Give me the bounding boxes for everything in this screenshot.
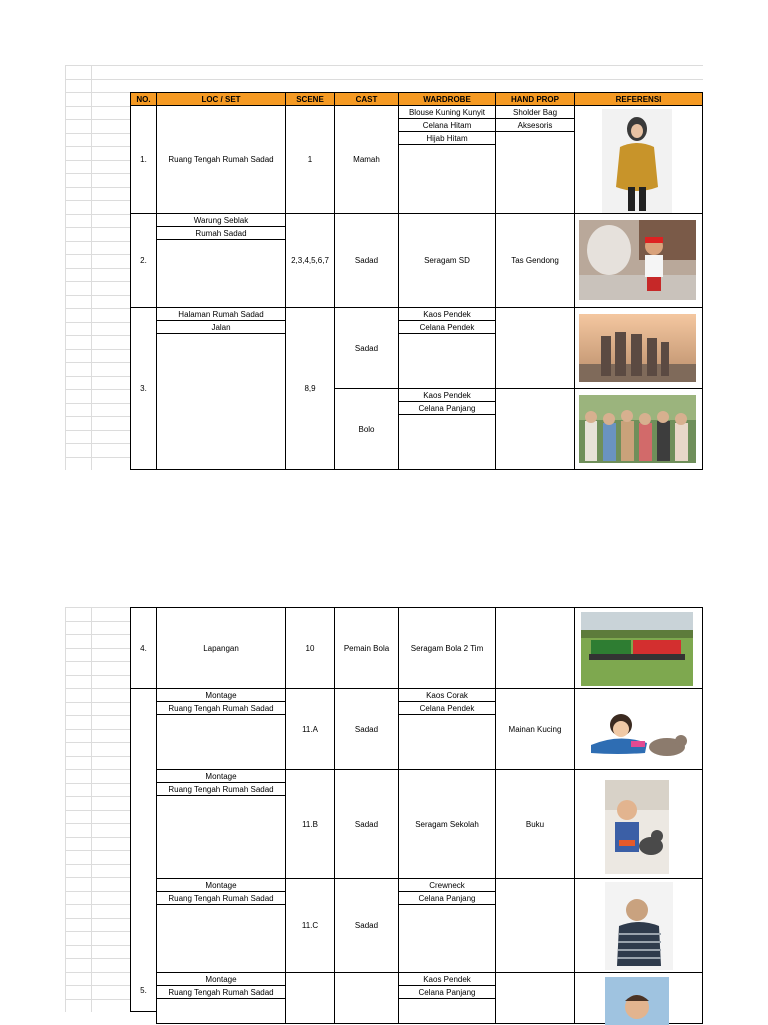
row5b-prop: Buku — [495, 769, 575, 879]
row4-scene: 10 — [285, 607, 335, 689]
row2-prop: Tas Gendong — [495, 213, 575, 308]
row5c-scene: 11.C — [285, 878, 335, 973]
row2-referensi — [574, 213, 703, 308]
row5d-wardrobe-1: Kaos Pendek — [398, 972, 496, 986]
gridline — [91, 607, 92, 1012]
header-no: NO. — [130, 92, 157, 106]
row5c-wardrobe-2: Celana Panjang — [398, 891, 496, 905]
row5b-wardrobe: Seragam Sekolah — [398, 769, 496, 879]
row3-referensi-b — [574, 388, 703, 470]
header-wardrobe: WARDROBE — [398, 92, 496, 106]
row1-wardrobe-3: Hijab Hitam — [398, 131, 496, 145]
row5b-cast: Sadad — [334, 769, 399, 879]
family-group-photo — [579, 395, 696, 463]
row1-cast: Mamah — [334, 105, 399, 214]
row3-wardrobe-b-2: Celana Panjang — [398, 401, 496, 415]
boy-playing-cat-photo — [579, 695, 696, 765]
row5b-loc-1: Montage — [156, 769, 286, 783]
row3-no: 3. — [130, 307, 157, 470]
row5-no: 5. — [130, 688, 157, 1012]
football-teams-photo — [581, 612, 693, 686]
row5d-loc-1: Montage — [156, 972, 286, 986]
row5a-wardrobe-1: Kaos Corak — [398, 688, 496, 702]
row3-scene: 8,9 — [285, 307, 335, 470]
row5c-cast: Sadad — [334, 878, 399, 973]
row5a-loc-1: Montage — [156, 688, 286, 702]
row5d-referensi — [574, 972, 703, 1024]
row3-prop-a — [495, 307, 575, 389]
gridline — [65, 79, 703, 80]
row5d-prop — [495, 972, 575, 1024]
row3-loc-1: Halaman Rumah Sadad — [156, 307, 286, 321]
row3-wardrobe-b-1: Kaos Pendek — [398, 388, 496, 402]
row1-referensi — [574, 105, 703, 214]
row5a-scene: 11.A — [285, 688, 335, 770]
row4-cast: Pemain Bola — [334, 607, 399, 689]
gridline — [91, 65, 92, 470]
schoolboy-uniform-photo — [579, 220, 696, 300]
row5c-referensi — [574, 878, 703, 973]
row3-cast-b: Bolo — [334, 388, 399, 470]
row5b-loc-2: Ruang Tengah Rumah Sadad — [156, 782, 286, 796]
child-with-cat-photo — [605, 780, 669, 874]
row2-no: 2. — [130, 213, 157, 308]
row1-wardrobe-2: Celana Hitam — [398, 118, 496, 132]
woman-mustard-blouse-hijab-photo — [602, 109, 672, 213]
row5b-scene: 11.B — [285, 769, 335, 879]
row5c-loc-2: Ruang Tengah Rumah Sadad — [156, 891, 286, 905]
row1-prop-1: Sholder Bag — [495, 105, 575, 119]
header-hand-prop: HAND PROP — [495, 92, 575, 106]
row1-wardrobe-1: Blouse Kuning Kunyit — [398, 105, 496, 119]
row5c-wardrobe-1: Crewneck — [398, 878, 496, 892]
boy-portrait-photo — [605, 977, 669, 1025]
row5d-cast — [334, 972, 399, 1024]
row2-cast: Sadad — [334, 213, 399, 308]
row2-wardrobe: Seragam SD — [398, 213, 496, 308]
header-loc: LOC / SET — [156, 92, 286, 106]
row4-no: 4. — [130, 607, 157, 689]
row1-prop-2: Aksesoris — [495, 118, 575, 132]
header-cast: CAST — [334, 92, 399, 106]
gridline — [65, 65, 66, 470]
gridline — [65, 607, 66, 1012]
row2-scene: 2,3,4,5,6,7 — [285, 213, 335, 308]
row5a-wardrobe-2: Celana Pendek — [398, 701, 496, 715]
row3-referensi-a — [574, 307, 703, 389]
row3-prop-b — [495, 388, 575, 470]
row4-referensi — [574, 607, 703, 689]
row3-wardrobe-a-1: Kaos Pendek — [398, 307, 496, 321]
row1-loc: Ruang Tengah Rumah Sadad — [156, 105, 286, 214]
row4-loc: Lapangan — [156, 607, 286, 689]
header-referensi: REFERENSI — [574, 92, 703, 106]
row3-cast-a: Sadad — [334, 307, 399, 389]
row5a-prop: Mainan Kucing — [495, 688, 575, 770]
row4-prop — [495, 607, 575, 689]
row5a-cast: Sadad — [334, 688, 399, 770]
row3-wardrobe-a-2: Celana Pendek — [398, 320, 496, 334]
row1-scene: 1 — [285, 105, 335, 214]
boy-crewneck-photo — [605, 882, 673, 970]
gridline — [65, 65, 703, 66]
family-sunset-photo — [579, 314, 696, 382]
row4-wardrobe: Seragam Bola 2 Tim — [398, 607, 496, 689]
row5b-referensi — [574, 769, 703, 879]
header-scene: SCENE — [285, 92, 335, 106]
row5c-prop — [495, 878, 575, 973]
row2-loc-2: Rumah Sadad — [156, 226, 286, 240]
row5c-loc-1: Montage — [156, 878, 286, 892]
row5d-scene — [285, 972, 335, 1024]
row2-loc-1: Warung Seblak — [156, 213, 286, 227]
row1-no: 1. — [130, 105, 157, 214]
row5a-loc-2: Ruang Tengah Rumah Sadad — [156, 701, 286, 715]
row5a-referensi — [574, 688, 703, 770]
row5d-wardrobe-2: Celana Panjang — [398, 985, 496, 999]
row3-loc-2: Jalan — [156, 320, 286, 334]
row5d-loc-2: Ruang Tengah Rumah Sadad — [156, 985, 286, 999]
